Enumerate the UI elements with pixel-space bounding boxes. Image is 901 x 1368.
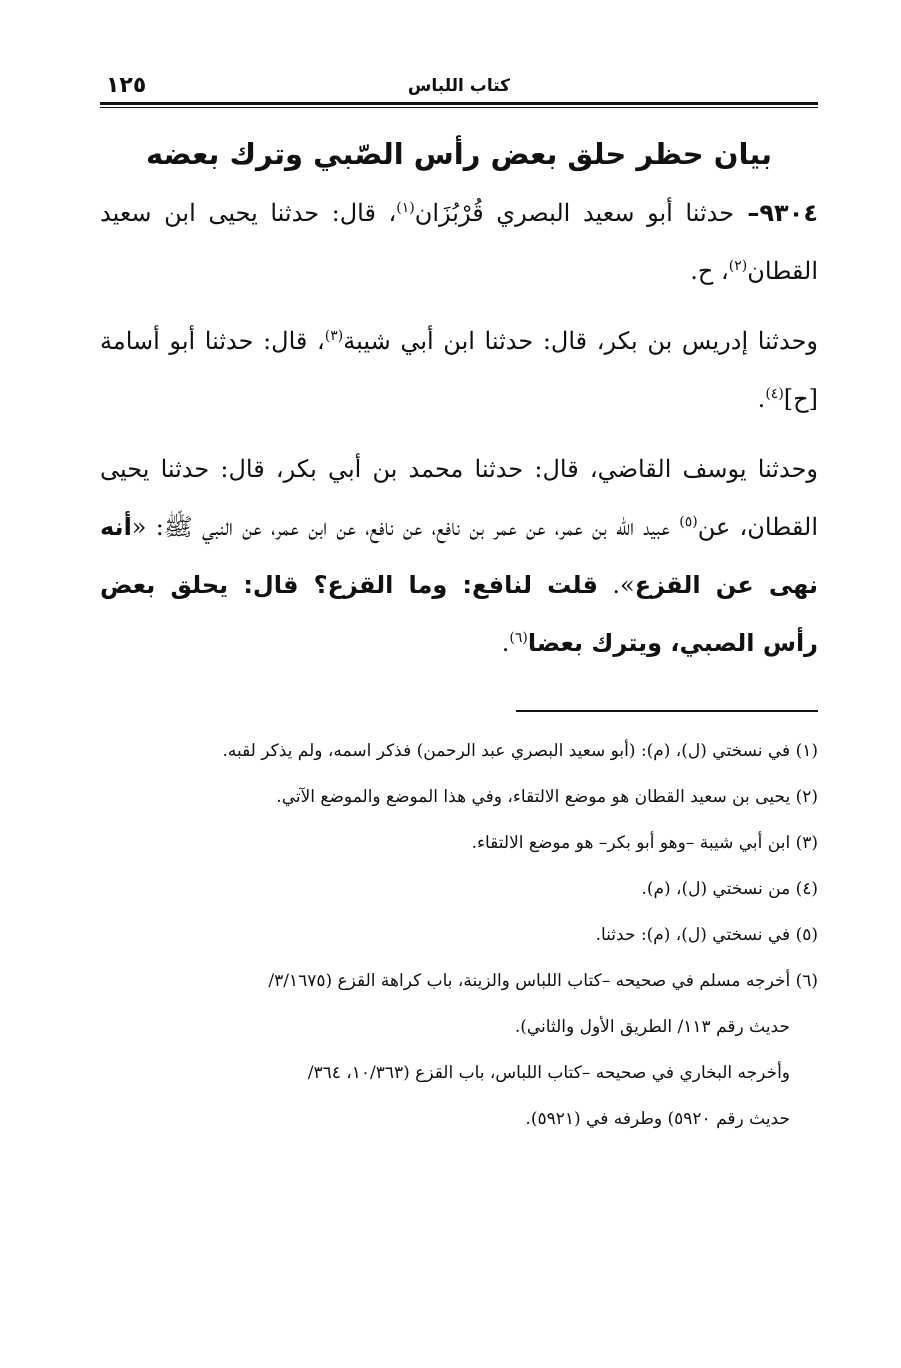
hadith-number-dash: –	[734, 199, 760, 227]
header-rule	[100, 102, 818, 108]
footnote-6-addendum	[100, 1050, 818, 1142]
footnote-6-addendum-line-1: وأخرجه البخاري في صحيحه –كتاب اللباس، باب القزع (١٠/٣٦٣، ٣٦٤/	[307, 1063, 790, 1083]
footnote-ref-1: (١)	[396, 200, 415, 216]
footnote-ref-2: (٢)	[728, 258, 748, 274]
footnote-6	[100, 958, 818, 1050]
footnote-2: (٢) يحيى بن سعيد القطان هو موضع الالتقاء، وفي هذا الموضع والموضع الآتي.	[276, 787, 818, 807]
footnotes-separator	[516, 710, 818, 712]
footnote-6-line-2: حديث رقم ١١٣/ الطريق الأول والثاني).	[514, 1017, 790, 1037]
bold-text-segment: أنه نهى عن القزع	[100, 513, 818, 599]
text-segment: ، قال: حدثنا يحيى ابن سعيد القطان	[100, 199, 818, 285]
footnote-4: (٤) من نسختي (ل)، (م).	[641, 879, 818, 899]
text-segment: .	[757, 385, 766, 413]
footnote-1: (١) في نسختي (ل)، (م): (أبو سعيد البصري عبد الرحمن) فذكر اسمه، ولم يذكر لقبه.	[222, 741, 818, 761]
hadith-number: ٩٣٠٤	[759, 199, 818, 227]
text-segment: ، قال: حدثنا أبو أسامة [ح]	[100, 327, 818, 413]
text-segment: وحدثنا إدريس بن بكر، قال: حدثنا ابن أبي شيبة	[343, 327, 818, 355]
running-header	[100, 66, 818, 98]
book-page	[100, 66, 818, 1326]
footnote-3: (٣) ابن أبي شيبة –وهو أبو بكر– هو موضع الالتقاء.	[471, 833, 818, 853]
footnotes	[100, 728, 818, 1142]
page-number: ١٢٥	[106, 73, 147, 98]
hadith-paragraph-2	[100, 312, 818, 428]
text-segment: ، ح.	[690, 257, 729, 285]
footnote-5: (٥) في نسختي (ل)، (م): حدثنا.	[595, 925, 818, 945]
text-segment: وحدثنا يوسف القاضي، قال: حدثنا محمد بن أبي بكر، قال: حدثنا يحيى القطان، عن	[100, 455, 818, 541]
footnote-ref-5: (٥)	[679, 514, 698, 530]
chapter-title: بيان حظر حلق بعض رأس الصّبي وترك بعضه	[145, 137, 773, 171]
footnote-ref-4: (٤)	[765, 386, 784, 402]
hadith-paragraph-3	[100, 440, 818, 672]
text-segment: حدثنا أبو سعيد البصري قُرْبُزَان	[414, 199, 735, 227]
text-segment: ».	[598, 571, 635, 599]
text-segment: عبيد الله بن عمر، عن عمر بن نافع، عن نافع، عن ابن عمر، عن النبي ﷺ: «	[131, 513, 680, 541]
footnote-ref-3: (٣)	[324, 328, 344, 344]
footnote-6-line-1: (٦) أخرجه مسلم في صحيحه –كتاب اللباس والزينة، باب كراهة القزع (٣/١٦٧٥/	[268, 971, 818, 991]
footnote-ref-6: (٦)	[509, 630, 528, 646]
bold-text-segment: قلت لنافع: وما القزع؟ قال: يحلق بعض رأس الصبي، ويترك بعضا	[100, 571, 818, 657]
running-title: كتاب اللباس	[407, 76, 511, 96]
text-segment: .	[501, 629, 510, 657]
hadith-paragraph-1	[100, 184, 818, 300]
footnote-6-addendum-line-2: حديث رقم ٥٩٢٠) وطرفه في (٥٩٢١).	[525, 1109, 790, 1129]
